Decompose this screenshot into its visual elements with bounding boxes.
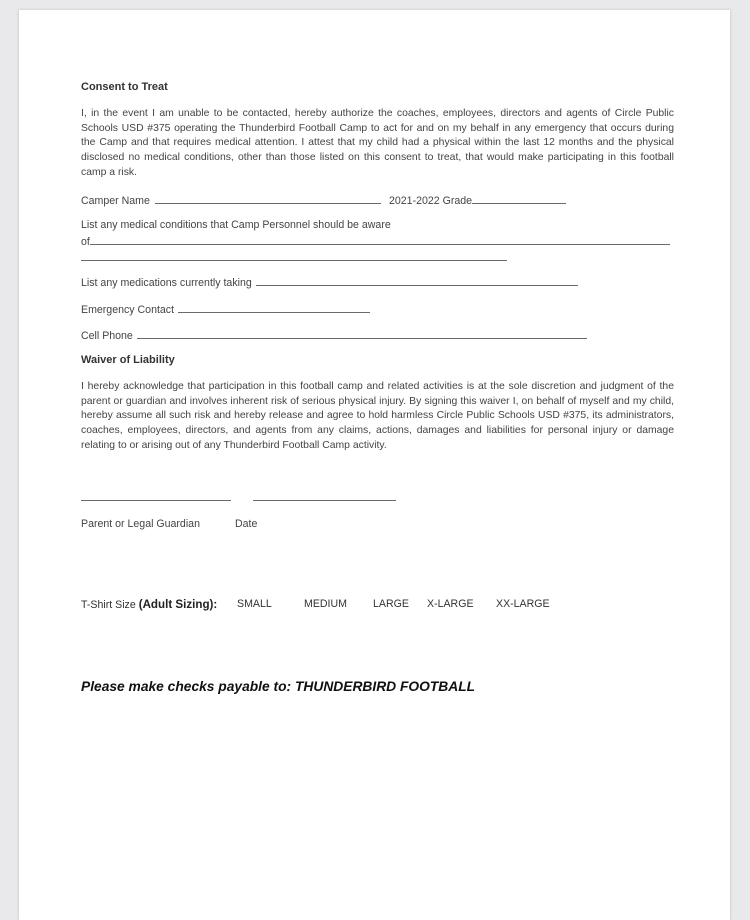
- emergency-contact-label: Emergency Contact: [81, 304, 175, 316]
- guardian-label: Parent or Legal Guardian: [81, 518, 200, 530]
- consent-paragraph: I, in the event I am unable to be contacted, hereby authorize the coaches, employees, directors and agents of Circle Public Schools USD #375 operating the Thunderbird Football Camp to act for and on my behalf in any emergency that occurs during the Camp and that requires medical attention. I attest that my child had a physical within the last 12 months and the physical disclosed no medical conditions, other than those listed on this consent to treat, that would make participating in this football camp a risk.: [81, 108, 674, 178]
- tshirt-label-bold: (Adult Sizing):: [138, 598, 218, 611]
- date-signature-line[interactable]: [253, 500, 396, 501]
- medical-conditions-line-2[interactable]: [81, 260, 507, 261]
- size-option-large[interactable]: LARGE: [373, 598, 409, 610]
- waiver-heading: Waiver of Liability: [81, 354, 175, 366]
- waiver-paragraph: I hereby acknowledge that participation in this football camp and related activities is at the sole discretion and judgment of the parent or guardian and involves inherent risk of serious physical injury. By signing this waiver I, on behalf of myself and my child, hereby assume all such risk and hereby release and agree to hold harmless Circle Public Schools USD #375, its administrators, coaches, employees, directors, and agents from any claims, actions, damages and liabilities for personal injury or damage relating to or arising out of any Thunderbird Football Camp activity.: [81, 381, 674, 451]
- camper-name-field[interactable]: [81, 193, 381, 207]
- consent-heading: Consent to Treat: [81, 81, 168, 93]
- camper-name-line[interactable]: [155, 193, 381, 204]
- camper-name-label: Camper Name: [81, 195, 150, 207]
- medical-conditions-label: List any medical conditions that Camp Personnel should be aware: [81, 219, 391, 231]
- cell-phone-label: Cell Phone: [81, 330, 133, 342]
- payment-note: Please make checks payable to: THUNDERBIRD FOOTBALL: [81, 679, 476, 694]
- date-label: Date: [235, 518, 258, 530]
- size-option-xx-large[interactable]: XX-LARGE: [496, 598, 550, 610]
- medications-field[interactable]: [81, 275, 578, 289]
- grade-label: 2021-2022 Grade: [389, 195, 473, 207]
- medications-label: List any medications currently taking: [81, 277, 252, 289]
- size-option-x-large[interactable]: X-LARGE: [427, 598, 474, 610]
- guardian-signature-line[interactable]: [81, 500, 231, 501]
- medical-conditions-line-1[interactable]: [90, 234, 670, 245]
- medical-conditions-of: of: [81, 236, 90, 248]
- cell-phone-field[interactable]: [81, 328, 587, 342]
- grade-line[interactable]: [472, 193, 566, 204]
- emergency-contact-field[interactable]: [81, 302, 370, 316]
- size-option-medium[interactable]: MEDIUM: [304, 598, 347, 610]
- emergency-contact-line[interactable]: [178, 302, 370, 313]
- cell-phone-line[interactable]: [137, 328, 587, 339]
- medical-conditions-field[interactable]: [81, 234, 670, 248]
- tshirt-size-label: [81, 598, 217, 611]
- grade-field[interactable]: [389, 193, 566, 207]
- document-page: [19, 10, 730, 920]
- tshirt-label-text: T-Shirt Size: [81, 599, 136, 611]
- medications-line[interactable]: [256, 275, 578, 286]
- size-option-small[interactable]: SMALL: [237, 598, 272, 610]
